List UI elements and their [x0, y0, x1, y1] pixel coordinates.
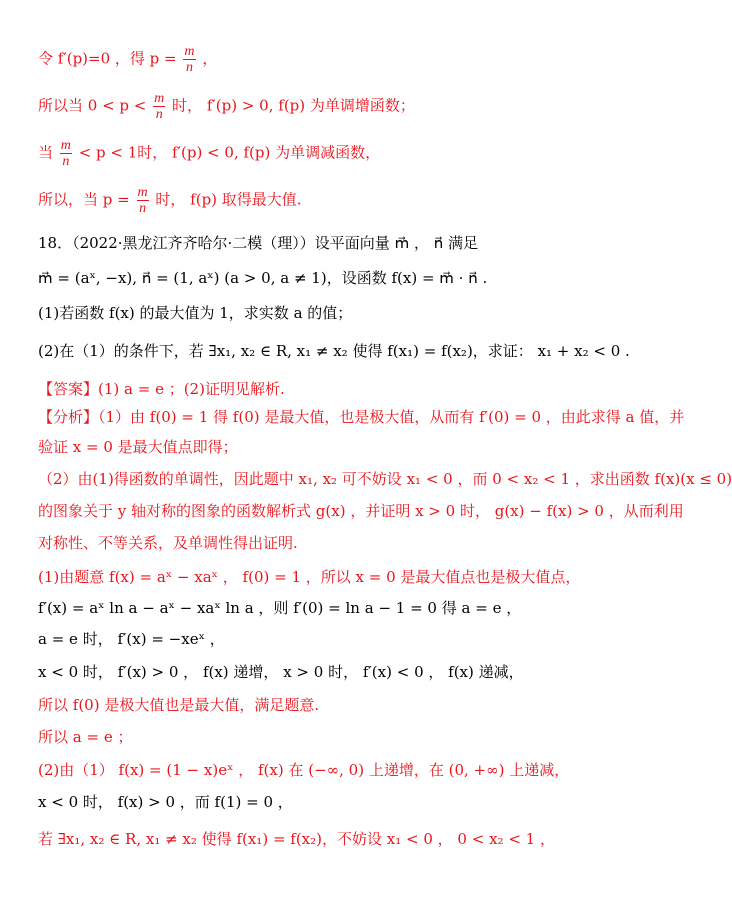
fraction-m-over-n: $\frac{m}{n}$ [60, 138, 71, 169]
solution-line-4: x < 0 时， f′(x) > 0 ， f(x) 递增， x > 0 时， f′(x) < 0 ， f(x) 递减， [38, 663, 524, 681]
line-increasing-interval [38, 91, 415, 122]
solution-line-3: a = e 时， f′(x) = −xeˣ ， [38, 630, 225, 648]
solution-line-6: 所以 a = e ； [38, 728, 133, 746]
analysis-line-2: 验证 x = 0 是最大值点即得； [38, 438, 238, 456]
fraction-m-over-n: $\frac{m}{n}$ [137, 185, 148, 216]
solution-line-1: (1)由题意 f(x) = aˣ − xaˣ ， f(0) = 1 ，所以 x = 0 是最大值点也是极大值点， [38, 568, 581, 586]
line-text: 所以，当 p = [38, 190, 130, 209]
line-text: 所以当 0 < p < [38, 96, 147, 115]
fraction-m-over-n: $\frac{m}{n}$ [154, 91, 165, 122]
solution-line-7: (2)由（1） f(x) = (1 − x)eˣ ， f(x) 在 (−∞, 0) 上递增，在 (0, +∞) 上递减， [38, 761, 570, 779]
solution-line-5: 所以 f(0) 是极大值也是最大值，满足题意. [38, 696, 320, 714]
line-maximum [38, 185, 302, 216]
answer-line: 【答案】(1) a = e ；(2)证明见解析. [38, 380, 285, 398]
line-text: ， [202, 49, 218, 68]
line-text: 时， f(p) 取得最大值. [155, 190, 302, 209]
problem-18-part1: (1)若函数 f(x) 的最大值为 1，求实数 a 的值； [38, 304, 353, 322]
fraction-m-over-n: $\frac{m}{n}$ [184, 44, 195, 75]
solution-line-8: x < 0 时， f(x) > 0 ，而 f(1) = 0 ， [38, 793, 293, 811]
line-text: < p < 1时， f′(p) < 0, f(p) 为单调减函数， [78, 143, 381, 162]
line-text: 当 [38, 143, 54, 162]
line-text: 时， f′(p) > 0, f(p) 为单调增函数； [172, 96, 415, 115]
line-decreasing-interval [38, 138, 380, 169]
analysis-line-1: 【分析】（1）由 f(0) = 1 得 f(0) 是最大值，也是极大值，从而有 f′(0) = 0 ，由此求得 a 值，并 [38, 408, 685, 426]
line-text: 令 f′(p)=0 ，得 p = [38, 49, 177, 68]
analysis-line-3: （2）由(1)得函数的单调性，因此题中 x₁, x₂ 可不妨设 x₁ < 0 ，而 0 < x₂ < 1 ，求出函数 f(x)(x ≤ 0) [38, 470, 732, 488]
line-set-derivative-zero [38, 44, 217, 75]
problem-18-vectors: m⃗ = (aˣ, −x), n⃗ = (1, aˣ) (a > 0, a ≠ 1)，设函数 f(x) = m⃗ · n⃗ . [38, 269, 488, 287]
problem-18-heading: 18．（2022·黑龙江齐齐哈尔·二模（理））设平面向量 m⃗ ， n⃗ 满足 [38, 234, 478, 252]
solution-line-2: f′(x) = aˣ ln a − aˣ − xaˣ ln a ，则 f′(0) = ln a − 1 = 0 得 a = e ， [38, 599, 522, 617]
solution-line-9: 若 ∃x₁, x₂ ∈ R, x₁ ≠ x₂ 使得 f(x₁) = f(x₂)，不妨设 x₁ < 0 ， 0 < x₂ < 1 ， [38, 830, 555, 848]
analysis-line-4: 的图象关于 y 轴对称的图象的函数解析式 g(x) ，并证明 x > 0 时， g(x) − f(x) > 0 ，从而利用 [38, 502, 684, 520]
problem-18-part2: (2)在（1）的条件下，若 ∃x₁, x₂ ∈ R, x₁ ≠ x₂ 使得 f(x₁) = f(x₂)，求证： x₁ + x₂ < 0 . [38, 342, 630, 360]
analysis-line-5: 对称性、不等关系，及单调性得出证明. [38, 534, 298, 552]
